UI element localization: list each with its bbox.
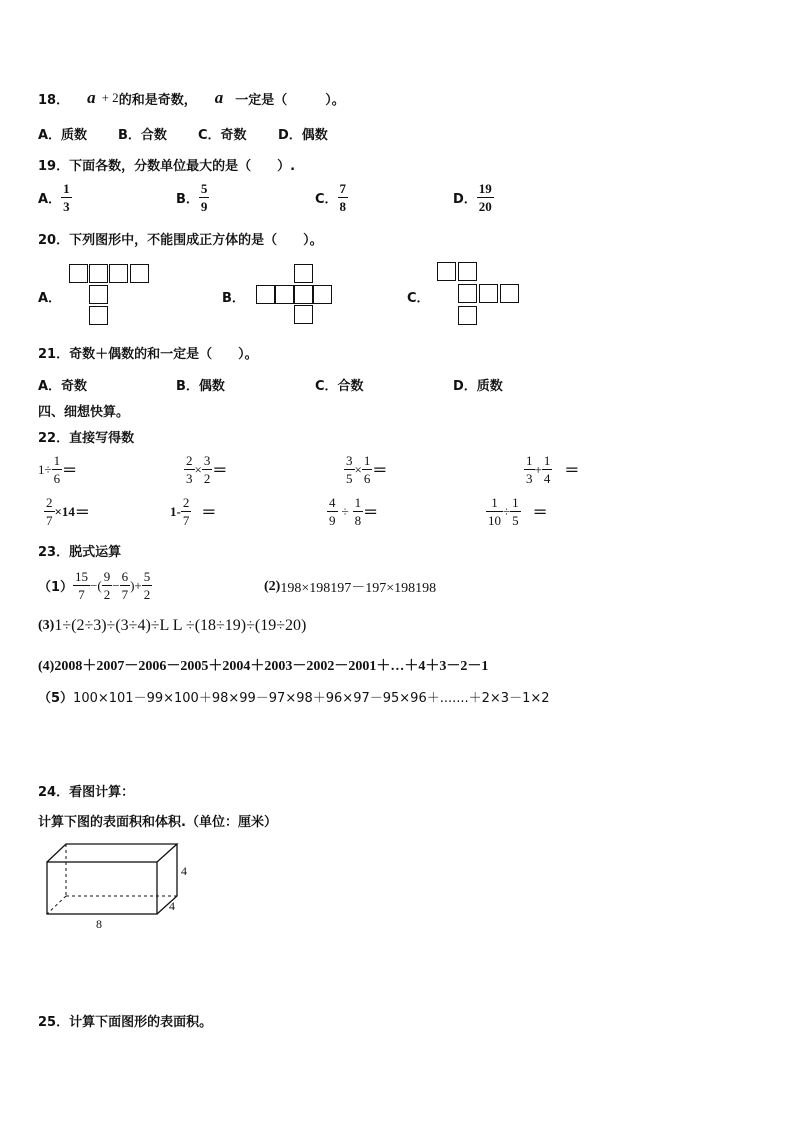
q22-item-5 — [44, 496, 90, 527]
cuboid-diagram — [38, 840, 198, 935]
net-square — [109, 264, 128, 283]
fraction: $\frac{4}{9}$ — [329, 495, 336, 528]
cuboid-length-label: 8 — [96, 917, 102, 931]
q22-item-prefix: 1÷ — [38, 461, 52, 477]
operator: ×14 — [54, 503, 75, 519]
q18-option-d: D．偶数 — [278, 128, 328, 143]
net-square — [313, 285, 332, 304]
operator: × — [194, 461, 202, 477]
q21-stem: 21．奇数＋偶数的和一定是（ ）。 — [38, 347, 258, 362]
q21-option-b: B．偶数 — [176, 379, 225, 394]
equals-sign: ＝ — [372, 461, 388, 479]
q23-part-5-label: （5） — [38, 691, 74, 706]
q21-option-c: C．合数 — [315, 379, 364, 394]
q23-part-1-label: （1） — [38, 580, 74, 595]
q24-stem: 24．看图计算： — [38, 785, 135, 800]
q19-option-c-fraction: $\frac{7}{8}$ — [339, 181, 347, 214]
fraction: $\frac{1}{6}$ — [363, 453, 371, 486]
q19-option-d — [453, 182, 494, 213]
q23-part-1 — [38, 570, 152, 601]
q23-part-5-expression: 100×101－99×100＋98×99－97×98＋96×97－95×96＋.......＋2×3－1×2 — [73, 691, 550, 706]
fraction: $\frac{3}{2}$ — [203, 453, 211, 486]
fraction: $\frac{1}{4}$ — [543, 453, 551, 486]
equals-sign: ＝ — [62, 461, 78, 479]
equals-sign: ＝ — [212, 461, 228, 479]
q21-option-d: D．质数 — [453, 379, 503, 394]
fraction: $\frac{2}{7}$ — [46, 495, 53, 528]
q22-item-8 — [486, 496, 548, 527]
net-square — [89, 285, 108, 304]
net-square — [458, 284, 477, 303]
q19-option-b-fraction: $\frac{5}{9}$ — [200, 181, 208, 214]
q23-part-3 — [38, 617, 306, 635]
q19-option-a-label: A． — [38, 192, 62, 207]
q22-item-prefix: 1- — [170, 503, 181, 519]
fraction: $\frac{15}{7}$ — [75, 569, 89, 602]
operator: ÷ — [503, 503, 511, 519]
equals-sign: ＝ — [74, 503, 90, 521]
q23-part-3-expression: 1÷(2÷3)÷(3÷4)÷L L ÷(18÷19)÷(19÷20) — [54, 617, 307, 634]
fraction: $\frac{1}{5}$ — [512, 495, 519, 528]
q19-option-d-label: D． — [453, 192, 477, 207]
fraction: $\frac{2}{3}$ — [186, 453, 193, 486]
equals-sign: ＝ — [201, 503, 217, 521]
q18-number: 18． — [38, 92, 70, 108]
cuboid-hidden-edge — [47, 896, 66, 914]
operator: )+ — [130, 577, 142, 593]
q19-option-c — [315, 182, 348, 213]
q23-part-3-label: (3) — [38, 618, 55, 633]
net-square — [500, 284, 519, 303]
q19-stem: 19．下面各数，分数单位最大的是（ ）. — [38, 159, 296, 174]
fraction: $\frac{1}{6}$ — [53, 453, 61, 486]
q23-stem: 23．脱式运算 — [38, 545, 122, 560]
q22-item-4 — [524, 454, 579, 485]
net-square — [256, 285, 275, 304]
equals-sign: ＝ — [532, 503, 548, 521]
q22-item-6 — [170, 496, 216, 527]
fraction: $\frac{1}{3}$ — [526, 453, 533, 486]
net-square — [458, 306, 477, 325]
q18-stem — [38, 88, 345, 108]
q18-option-b: B．合数 — [118, 128, 167, 143]
fraction: $\frac{1}{8}$ — [354, 495, 362, 528]
q19-option-c-label: C． — [315, 192, 338, 207]
fraction: $\frac{9}{2}$ — [103, 569, 111, 602]
net-square — [89, 306, 108, 325]
net-square — [437, 262, 456, 281]
operator: −( — [90, 577, 102, 593]
net-square — [458, 262, 477, 281]
fraction: $\frac{5}{2}$ — [143, 569, 151, 602]
q21-option-a: A．奇数 — [38, 379, 88, 394]
equals-sign: ＝ — [363, 503, 379, 521]
operator: × — [354, 461, 362, 477]
q19-option-b — [176, 182, 209, 213]
fraction: $\frac{1}{10}$ — [488, 495, 501, 528]
section-heading: 四、细想快算。 — [38, 405, 130, 420]
net-square — [69, 264, 88, 283]
operator: − — [112, 577, 120, 593]
net-square — [130, 264, 149, 283]
q18-var-a2: a — [214, 88, 224, 107]
q19-option-b-label: B． — [176, 192, 199, 207]
net-square — [294, 305, 313, 324]
cuboid-height-label: 4 — [181, 864, 187, 878]
q25-stem: 25．计算下面图形的表面积。 — [38, 1015, 213, 1030]
q22-item-1 — [38, 454, 77, 485]
equals-sign: ＝ — [564, 461, 580, 479]
q18-var-a: a — [87, 88, 96, 107]
net-square — [275, 285, 294, 304]
net-square — [89, 264, 108, 283]
q18-option-a: A．质数 — [38, 128, 88, 143]
q23-part-2-expression: 198×198197－197×198198 — [280, 581, 437, 596]
q22-item-7 — [327, 496, 378, 527]
fraction: $\frac{3}{5}$ — [346, 453, 353, 486]
q23-part-4: (4)2008＋2007－2006－2005＋2004＋2003－2002－2001＋…＋4＋3－2－1 — [38, 659, 489, 674]
q22-item-3 — [344, 454, 387, 485]
q19-option-d-fraction: $\frac{19}{20}$ — [478, 181, 492, 214]
q19-option-a-fraction: $\frac{1}{3}$ — [63, 181, 70, 214]
q23-part-5 — [38, 687, 550, 706]
cuboid-depth-label: 4 — [169, 899, 175, 913]
q18-plus2: + 2 — [101, 90, 119, 105]
net-square — [294, 285, 313, 304]
fraction: $\frac{2}{7}$ — [182, 495, 190, 528]
fraction: $\frac{6}{7}$ — [121, 569, 129, 602]
q20-stem: 20．下列图形中，不能围成正方体的是（ ）。 — [38, 233, 323, 248]
q24-subtext: 计算下图的表面积和体积.（单位：厘米） — [38, 815, 277, 830]
operator: + — [534, 461, 542, 477]
cuboid-front-face — [47, 862, 157, 914]
net-square — [479, 284, 498, 303]
q20-option-a-label: A． — [38, 291, 62, 306]
q18-option-c: C．奇数 — [198, 128, 247, 143]
q18-text1: 的和是奇数， — [118, 92, 197, 108]
q18-text2: 一定是（ — [235, 92, 288, 108]
q20-option-c-label: C． — [407, 291, 430, 306]
q22-stem: 22．直接写得数 — [38, 431, 135, 446]
q23-part-2-label: (2) — [264, 579, 281, 594]
q18-text3: ）。 — [325, 92, 345, 108]
q20-option-b-label: B． — [222, 291, 245, 306]
operator: ÷ — [341, 503, 349, 519]
q23-part-2 — [264, 577, 436, 597]
net-square — [294, 264, 313, 283]
q22-item-2 — [184, 454, 227, 485]
q19-option-a — [38, 182, 72, 213]
